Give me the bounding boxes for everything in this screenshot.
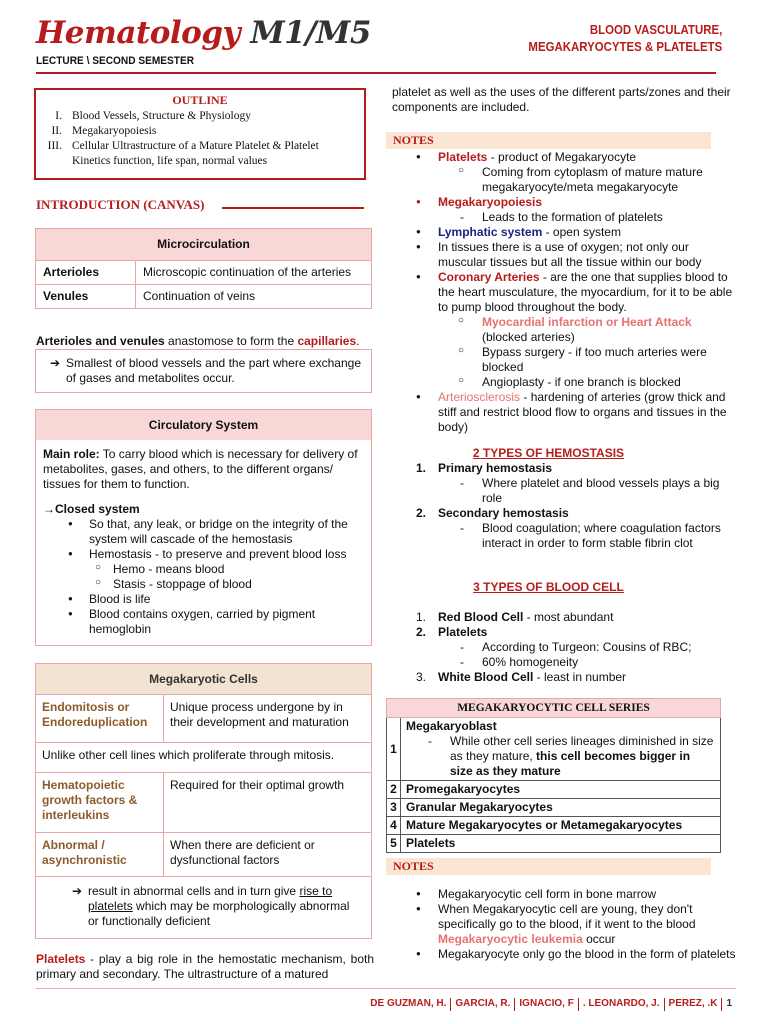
blood-cell-list [392,610,737,685]
result-note [36,876,371,939]
list-item [392,390,737,435]
arrow-icon: ➔ [50,356,61,370]
list-item [392,506,737,521]
list-num: 1. [416,610,427,624]
table-row [36,694,371,742]
text: - hardening of arteries (grow thick and stiff and restrict blood flow to organs and tissues in the body) [438,390,727,434]
table-row [387,781,721,799]
list-num: 2. [416,506,427,520]
sub-list-item: ○ Coming from cytoplasm of mature mature megakaryocyte/meta megakaryocyte [392,165,737,195]
anastomose-text [36,334,360,349]
list-text: - most abundant [523,610,614,624]
sub-list-item [392,315,737,345]
megakaryocytic-series-table [386,698,721,853]
term: Arteriosclerosis [438,390,521,404]
list-text: Primary hemostasis [438,461,553,475]
list-item: ● Blood contains oxygen, carried by pigment hemoglobin [43,607,364,637]
list-num: 3. [416,670,427,684]
sub-list-item: ○ Bypass surgery - if too much arteries were blocked [392,345,737,375]
row-content [401,718,721,781]
table-key: Abnormal / asynchronistic [36,833,164,876]
main-role-label: Main role: [43,447,100,461]
table-header: Microcirculation [36,229,372,261]
row-detail [406,734,715,779]
author-name: IGNACIO, F [515,998,578,1011]
closed-system: →Closed system [43,502,140,516]
topic-heading [528,22,722,56]
anastomose-end: . [356,334,360,348]
course-code: M1/M5 [250,15,371,51]
sub-list-item: - According to Turgeon: Cousins of RBC; [392,640,737,655]
table-row [36,285,372,309]
platelets-paragraph [36,952,374,983]
list-item [392,225,737,240]
result-text-b: which may be morphologically abnormal or functionally deficient [88,899,350,928]
row-title: Platelets [401,835,721,853]
capillary-note: Smallest of blood vessels and the part where exchange of gases and metabolites occur. [66,356,361,385]
table-value: When there are deficient or dysfunctional factors [170,838,315,867]
text: occur [582,932,616,946]
outline-item [44,109,356,124]
sub-list-item: ○ Angioplasty - if one branch is blocked [392,375,737,390]
text: When Megakaryocytic cell are young, they don't specifically go to the blood, if it went to the blood [438,902,696,931]
blood-cell-heading: 3 TYPES OF BLOOD CELL [473,580,624,594]
row-detail-text: While other cell series lineages diminished in size as they mature, [450,734,714,764]
list-item [392,461,737,476]
table-key: Hematopoietic growth factors & interleukins [36,773,164,832]
row-num: 3 [387,799,401,817]
notes-list [392,887,737,962]
right-intro-text: platelet as well as the uses of the different parts/zones and their components are included. [392,85,731,115]
page-number: 1 [726,998,732,1009]
box-body [36,440,371,644]
notes-heading: NOTES [386,858,711,875]
list-item [392,195,737,210]
doc-title [36,14,371,53]
list-item [392,610,737,625]
title-text: Hematology [36,15,241,51]
author-name: PEREZ, .K [665,998,723,1011]
intro-heading: INTRODUCTION (CANVAS) [36,197,205,212]
list-item: ● Megakaryocytic cell form in bone marrow [392,887,737,902]
list-text: - least in number [533,670,627,684]
sub-list-item: ○ Stasis - stoppage of blood [43,577,364,592]
outline-item [44,124,356,139]
box-header: Megakaryotic Cells [36,664,371,694]
table-row [387,718,721,781]
row-num: 1 [387,718,401,781]
outline-num: II. [51,124,62,137]
list-item [392,270,737,315]
table-full-row: Unlike other cell lines which proliferate through mitosis. [36,742,371,772]
list-term: White Blood Cell [438,670,534,684]
text: - open system [542,225,621,239]
list-item: ● Hemostasis - to preserve and prevent blood loss [43,547,364,562]
intro-underline [222,207,364,209]
table-row [387,835,721,853]
list-item [392,150,737,165]
list-num: 1. [416,461,427,475]
notes-list [392,150,737,435]
box-header: Circulatory System [36,410,371,440]
table-row [387,799,721,817]
row-title: Granular Megakaryocytes [401,799,721,817]
table-row [36,832,371,876]
row-title: Promegakaryocytes [401,781,721,799]
dash-marker: - [428,734,432,749]
outline-num: I. [55,110,62,122]
row-num: 4 [387,817,401,835]
header-rule [36,72,716,74]
outline-text: Blood Vessels, Structure & Physiology [72,110,252,122]
topic-line-1: BLOOD VASCULATURE, [589,22,722,37]
row-title: Mature Megakaryocytes or Metamegakaryocytes [401,817,721,835]
outline-text: Megakaryopoiesis [72,124,157,137]
outline-title: OUTLINE [172,93,228,107]
anastomose-mid: anastomose to form the [164,334,298,348]
result-text-a: result in abnormal cells and in turn give [88,884,300,898]
term: Megakaryopoiesis [438,195,543,209]
notes-heading: NOTES [386,132,711,149]
row-num: 5 [387,835,401,853]
list-item [392,625,737,640]
row-detail-bold: this cell becomes bigger in size as they mature [450,749,691,779]
result-underlined: rise to platelets [88,884,333,913]
term: Coronary Arteries [438,270,540,284]
outline-text: Cellular Ultrastructure of a Mature Platelet & Platelet Kinetics function, life span, normal values [72,139,319,167]
table-value: Continuation of veins [136,285,372,309]
table-row [36,261,372,285]
capillary-note-box [35,349,372,393]
list-term: Red Blood Cell [438,610,524,624]
text: - product of Megakaryocyte [487,150,637,164]
list-term: Platelets [438,625,488,639]
table-row [36,772,371,832]
author-name: GARCIA, R. [451,998,515,1011]
list-item: ● Megakaryocyte only go the blood in the form of platelets [392,947,737,962]
microcirculation-table [35,228,372,309]
platelets-text: - play a big role in the hemostatic mechanism, both primary and secondary. The ultrastructure of a matured [36,952,374,982]
main-role [43,447,364,492]
term: Myocardial infarction or Heart Attack [482,315,692,329]
table-value: Unique process undergone by in their development and maturation [170,700,349,729]
sub-list-item: - 60% homogeneity [392,655,737,670]
platelets-term: Platelets [36,952,86,966]
sub-list-item: ○ Hemo - means blood [43,562,364,577]
arrow-icon: ➔ [72,884,83,898]
table-key: Venules [36,285,136,309]
outline-box [34,88,366,180]
term: Lymphatic system [438,225,543,239]
term: Platelets [438,150,488,164]
megakaryotic-cells-box [35,663,372,939]
sub-list-item: - Leads to the formation of platelets [392,210,737,225]
list-item: ● So that, any leak, or bridge on the integrity of the system will cascade of the hemostasis [43,517,364,547]
table-row [387,817,721,835]
outline-item [44,139,356,169]
text: - are the one that supplies blood to the heart musculature, the myocardium, for it to be able to pump blood throughout the body. [438,270,733,314]
hemostasis-heading: 2 TYPES OF HEMOSTASIS [472,446,625,460]
table-value: Microscopic continuation of the arteries [136,261,372,285]
author-name: . LEONARDO, J. [579,998,665,1011]
list-num: 2. [416,625,427,639]
sub-list-item: - Where platelet and blood vessels plays a big role [392,476,737,506]
list-item: ● In tissues there is a use of oxygen; not only our muscular tissues but all the tissue within our body [392,240,737,270]
doc-subtitle: LECTURE \ SECOND SEMESTER [36,55,195,67]
table-key: Arterioles [36,261,136,285]
table-key: Endomitosis or Endoreduplication [36,695,164,742]
table-header: MEGAKARYOCYTIC CELL SERIES [387,699,721,718]
outline-num: III. [47,139,62,152]
term: Megakaryocytic leukemia [438,932,583,946]
list-item: ● Blood is life [43,592,364,607]
capillaries-term: capillaries [297,334,357,348]
table-value: Required for their optimal growth [170,778,345,792]
list-item [392,902,737,947]
anastomose-bold: Arterioles and venules [36,334,165,348]
list-item [392,670,737,685]
list-text: Secondary hemostasis [438,506,569,520]
circulatory-system-box [35,409,372,646]
main-role-text: To carry blood which is necessary for delivery of metabolites, gases, and others, to the different organs/ tissues for them to function. [43,447,358,491]
hemostasis-list [392,461,737,551]
sub-list-item: - Blood coagulation; where coagulation factors interact in order to form stable fibrin clot [392,521,737,551]
row-num: 2 [387,781,401,799]
topic-line-2: MEGAKARYOCYTES & PLATELETS [528,38,722,54]
row-title: Megakaryoblast [406,719,497,734]
author-name: DE GUZMAN, H. [366,998,451,1011]
footer-authors [366,998,736,1011]
footer-rule [36,988,736,989]
text: (blocked arteries) [482,330,575,344]
